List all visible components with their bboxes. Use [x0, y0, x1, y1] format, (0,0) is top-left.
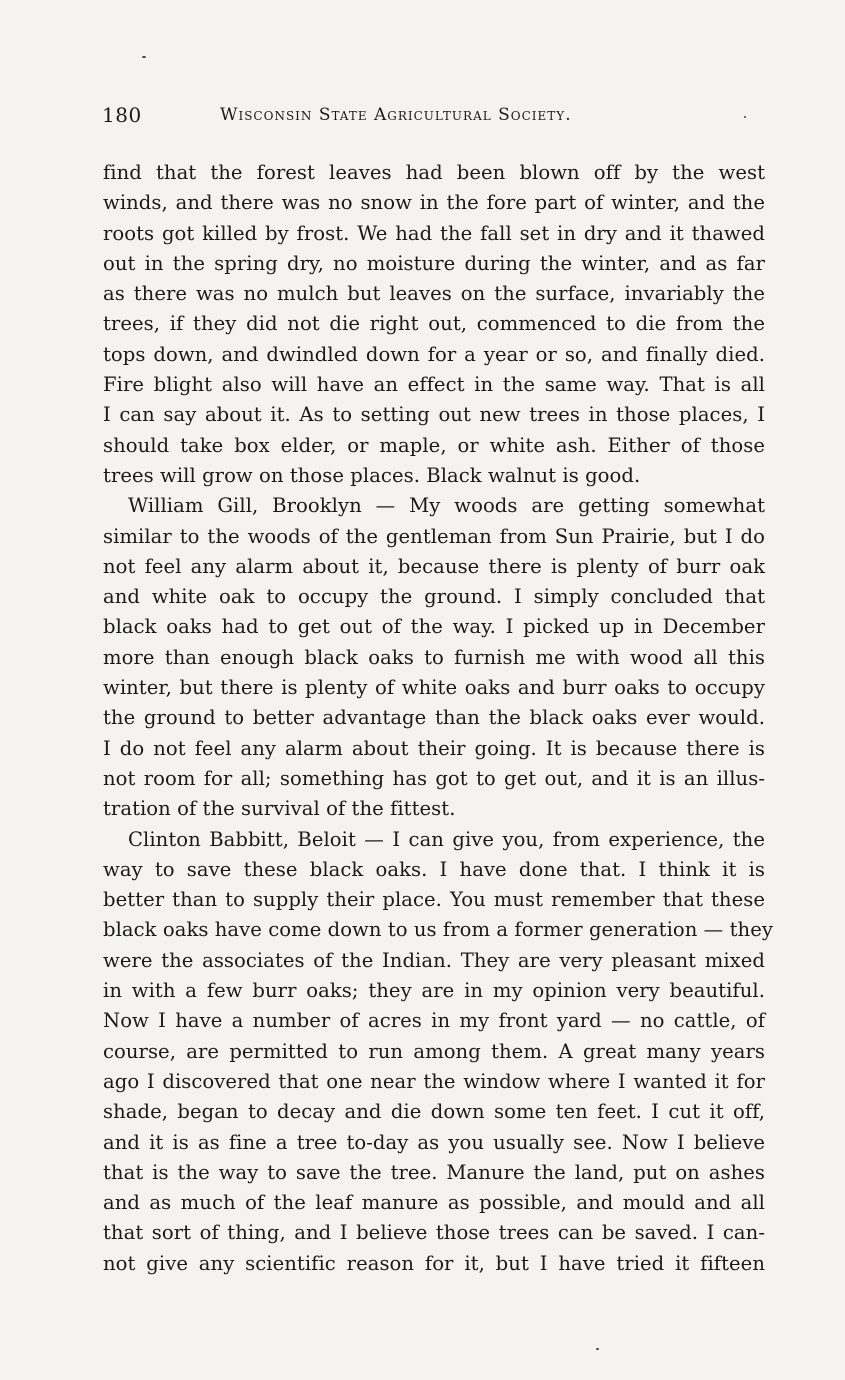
text-line: find that the forest leaves had been blown off by the west: [103, 161, 765, 184]
text-line: ago I discovered that one near the window where I wanted it for: [103, 1069, 765, 1093]
text-line: as there was no mulch but leaves on the surface, invariably the: [103, 282, 765, 306]
text-line: that sort of thing, and I believe those trees can be saved. I can-: [103, 1221, 765, 1245]
text-line: William Gill, Brooklyn — My woods are getting somewhat: [128, 494, 765, 518]
text-line: that is the way to save the tree. Manure the land, put on ashes: [103, 1160, 765, 1184]
text-line: should take box elder, or maple, or white ash. Either of those: [103, 433, 765, 457]
text-line: and white oak to occupy the ground. I simply concluded that: [103, 585, 765, 609]
text-line: similar to the woods of the gentleman from Sun Prairie, but I do: [103, 524, 765, 548]
text-line: I can say about it. As to setting out new trees in those places, I: [103, 403, 765, 427]
page-number: 180: [102, 103, 142, 127]
text-line: and it is as fine a tree to-day as you usually see. Now I believe: [103, 1130, 765, 1154]
body-text: [103, 158, 773, 1279]
text-line: not give any scientific reason for it, but I have tried it fifteen: [103, 1251, 765, 1275]
scan-speck: [596, 1348, 599, 1350]
text-line: were the associates of the Indian. They are very pleasant mixed: [103, 948, 765, 972]
text-line: way to save these black oaks. I have done that. I think it is: [103, 857, 765, 881]
text-line: winter, but there is plenty of white oaks and burr oaks to occupy: [103, 676, 765, 700]
text-line: better than to supply their place. You must remember that these: [103, 888, 765, 912]
text-line: Now I have a number of acres in my front yard — no cattle, of: [103, 1009, 765, 1033]
text-line: trees will grow on those places. Black walnut is good.: [103, 463, 641, 487]
text-line: Clinton Babbitt, Beloit — I can give you, from experience, the: [128, 827, 765, 851]
scan-speck: [744, 116, 746, 118]
text-line: Fire blight also will have an effect in the same way. That is all: [103, 373, 765, 397]
text-line: the ground to better advantage than the black oaks ever would.: [103, 706, 765, 730]
text-line: trees, if they did not die right out, commenced to die from the: [103, 312, 765, 336]
text-line: black oaks have come down to us from a former generation — they: [103, 918, 773, 942]
text-line: not feel any alarm about it, because there is plenty of burr oak: [103, 554, 765, 578]
text-line: in with a few burr oaks; they are in my opinion very beautiful.: [103, 979, 765, 1003]
text-line: tops down, and dwindled down for a year or so, and finally died.: [103, 342, 765, 366]
scan-speck: [142, 56, 146, 58]
text-line: I do not feel any alarm about their going. It is because there is: [103, 736, 765, 760]
text-line: not room for all; something has got to get out, and it is an illus-: [103, 766, 765, 790]
page-header: [102, 103, 762, 133]
running-head: Wisconsin State Agricultural Society.: [220, 105, 572, 125]
text-line: winds, and there was no snow in the fore part of winter, and the: [103, 191, 765, 215]
text-line: out in the spring dry, no moisture during the winter, and as far: [103, 251, 765, 275]
text-line: roots got killed by frost. We had the fall set in dry and it thawed: [103, 221, 765, 245]
text-line: more than enough black oaks to furnish me with wood all this: [103, 645, 765, 669]
text-line: course, are permitted to run among them. A great many years: [103, 1039, 765, 1063]
text-line: and as much of the leaf manure as possible, and mould and all: [103, 1191, 765, 1215]
text-line: black oaks had to get out of the way. I picked up in December: [103, 615, 765, 639]
text-line: tration of the survival of the fittest.: [103, 797, 456, 821]
text-line: shade, began to decay and die down some ten feet. I cut it off,: [103, 1100, 765, 1124]
